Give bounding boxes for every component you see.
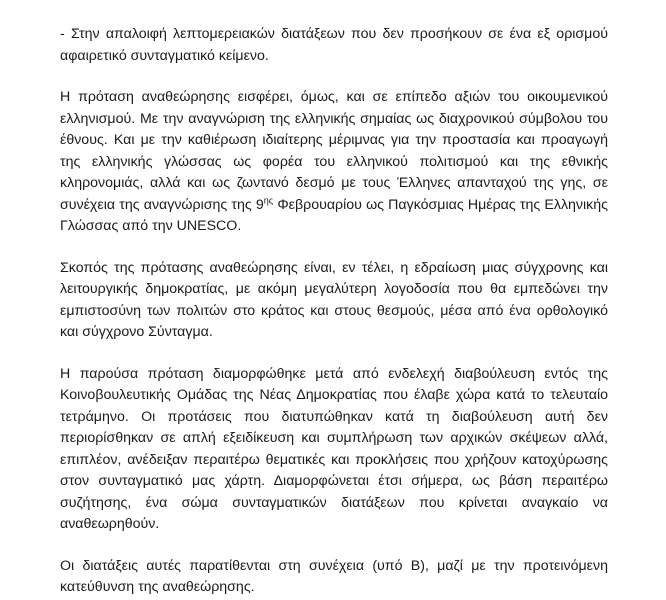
paragraph-4: Η παρούσα πρόταση διαμορφώθηκε μετά από ενδελεχή διαβούλευση εντός της Κοινοβουλευτικής Ομάδας της Νέας Δημοκρατίας που έλαβε χώρα κατά το τελευταίο τετράμηνο. Οι προτάσεις που διατυπώθηκαν κατά τη διαβούλευση αυτή δεν περιορίσθηκαν σε απλή εξειδίκευση και συμπλήρωση των αρχικών σκέψεων αλλά, επιπλέον, ανέδειξαν περαιτέρω θεματικές και προκλήσεις που χρήζουν κατοχύρωσης στον συνταγματικό μας χάρτη. Διαμορφώνεται έτσι σήμερα, ως βάση περαιτέρω συζήτησης, ένα σώμα συνταγματικών διατάξεων που κρίνεται αναγκαίο να αναθεωρηθούν. bbox=[60, 365, 608, 532]
paragraph-2-text-after: Φεβρουαρίου ως Παγκόσμιας Ημέρας της Ελληνικής Γλώσσας από την UNESCO. bbox=[60, 196, 608, 234]
paragraph-3: Σκοπός της πρότασης αναθεώρησης είναι, εν τέλει, η εδραίωση μιας σύγχρονης και λειτουργικής δημοκρατίας, με ακόμη μεγαλύτερη λογοδοσία που θα εμπεδώνει την εμπιστοσύνη των πολιτών στο κράτος και στους θεσμούς, μέσα από ένα ορθολογικό και σύγχρονο Σύνταγμα. bbox=[60, 259, 608, 340]
paragraph-5: Οι διατάξεις αυτές παρατίθενται στη συνέχεια (υπό Β), μαζί με την προτεινόμενη κατεύθυνση της αναθεώρησης. bbox=[60, 557, 608, 595]
paragraph-2-text-before: Η πρόταση αναθεώρησης εισφέρει, όμως, και σε επίπεδο αξιών του οικουμενικού ελληνισμού. Με την αναγνώριση της ελληνικής σημαίας ως διαχρονικού σύμβολου του έθνους. Και με την καθιέρωση ιδιαίτερης μέριμνας για την προστασία και προαγωγή της ελληνικής γλώσσας ως φορέα του ελληνικού πολιτισμού και της εθνικής κληρονομιάς, αλλά και ως ζωντανό δεσμό με τους Έλληνες απανταχού της γης, σε συνέχεια της αναγνώρισης της 9 bbox=[60, 89, 608, 213]
paragraph-1: - Στην απαλοιφή λεπτομερειακών διατάξεων που δεν προσήκουν σε ένα εξ ορισμού αφαιρετικό συνταγματικό κείμενο. bbox=[60, 26, 608, 64]
paragraph-2 bbox=[60, 87, 608, 238]
ordinal-superscript: ης bbox=[263, 194, 274, 205]
document-page bbox=[60, 24, 608, 599]
